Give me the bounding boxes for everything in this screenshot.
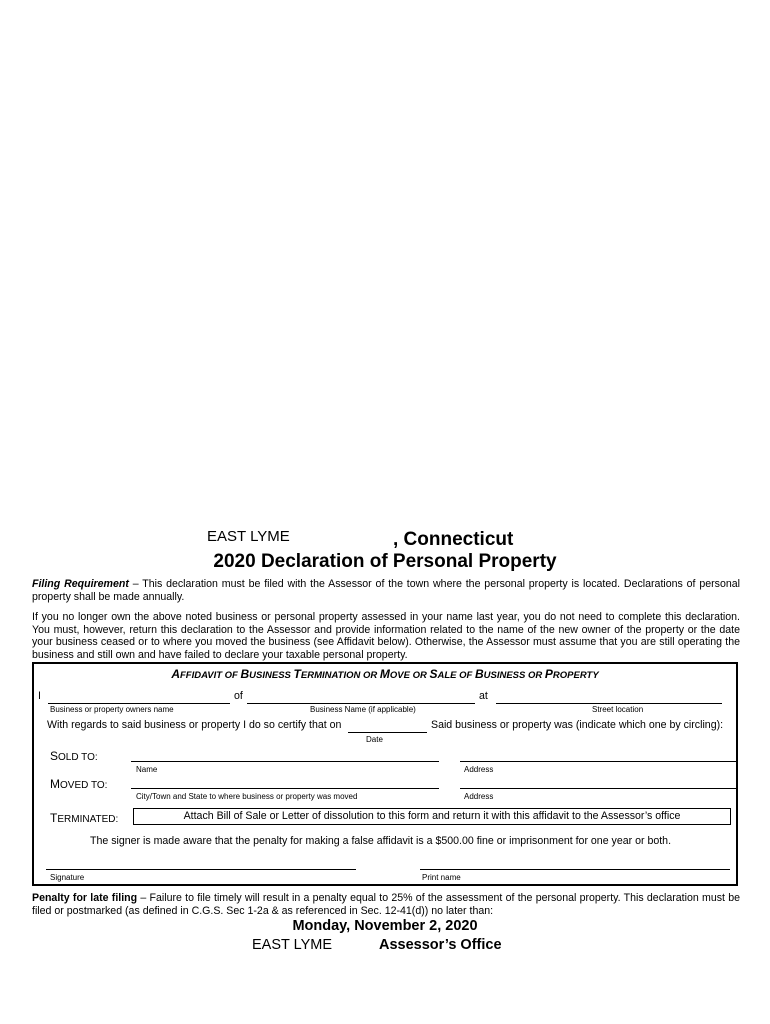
- moved-to-address-field[interactable]: [460, 788, 738, 789]
- false-affidavit-penalty: The signer is made aware that the penalty for making a false affidavit is a $500.00 fine or imprisonment for one year or both.: [90, 835, 672, 847]
- at-label: at: [479, 690, 488, 702]
- owner-name-caption: Business or property owners name: [50, 705, 174, 714]
- business-name-caption: Business Name (if applicable): [310, 705, 416, 714]
- date-field[interactable]: [348, 732, 427, 733]
- i-label: I: [38, 690, 41, 702]
- footer-town: EAST LYME: [252, 937, 333, 953]
- sold-to-name-field[interactable]: [131, 761, 439, 762]
- street-location-caption: Street location: [592, 705, 644, 714]
- signature-field[interactable]: [46, 869, 356, 870]
- filing-requirement-text: – This declaration must be filed with the Assessor of the town where the personal property is located. Declarations of personal property shall be made annually.: [32, 578, 740, 603]
- print-name-field[interactable]: [420, 869, 730, 870]
- of-label: of: [234, 690, 243, 702]
- address-caption: Address: [464, 765, 494, 774]
- address-caption: Address: [464, 792, 494, 801]
- attach-instruction-box: Attach Bill of Sale or Letter of dissolution to this form and return it with this affidavit to the Assessor’s office: [133, 808, 731, 825]
- filing-requirement: [32, 578, 740, 603]
- certify-text: With regards to said business or property I do so certify that on: [47, 719, 342, 731]
- filing-requirement-label: Filing Requirement: [32, 578, 129, 590]
- city-state-caption: City/Town and State to where business or property was moved: [136, 792, 358, 801]
- terminated-label[interactable]: TERMINATED:: [50, 811, 119, 825]
- sold-to-label[interactable]: SOLD TO:: [50, 749, 98, 763]
- page-title: 2020 Declaration of Personal Property: [213, 551, 557, 572]
- assessors-office: Assessor’s Office: [379, 937, 502, 953]
- no-longer-own-paragraph: If you no longer own the above noted business or personal property assessed in your name last year, you do not need to complete this declaration. You must, however, return this declaration to the Assessor and provide information related to the name of the new owner of the property or the date your business ceased or to where you moved the business (see Affidavit below). Otherwise, the Assessor must assume that you are still operating the business and still own and have failed to declare your taxable personal property.: [32, 611, 740, 661]
- town-name: EAST LYME: [207, 528, 290, 545]
- said-business-text: Said business or property was (indicate which one by circling):: [431, 719, 724, 731]
- date-caption: Date: [366, 735, 383, 744]
- print-name-caption: Print name: [422, 873, 461, 882]
- affidavit-title: AFFIDAVIT OF BUSINESS TERMINATION OR MOVE OR SALE OF BUSINESS OR PROPERTY: [171, 667, 599, 681]
- street-location-field[interactable]: [496, 703, 722, 704]
- moved-to-city-field[interactable]: [131, 788, 439, 789]
- late-filing-text: – Failure to file timely will result in a penalty equal to 25% of the assessment of the personal property. This declaration must be filed or postmarked (as defined in C.G.S. Sec 1-2a & as referenced in Sec. 12-41(d)) no later than:: [32, 892, 740, 917]
- name-caption: Name: [136, 765, 158, 774]
- affidavit-box: [32, 662, 738, 886]
- sold-to-address-field[interactable]: [460, 761, 738, 762]
- owner-name-field[interactable]: [48, 703, 230, 704]
- signature-caption: Signature: [50, 873, 85, 882]
- business-name-field[interactable]: [247, 703, 475, 704]
- late-filing-penalty: [32, 892, 740, 917]
- due-date: Monday, November 2, 2020: [292, 918, 478, 934]
- state-name: , Connecticut: [393, 529, 514, 550]
- moved-to-label[interactable]: MOVED TO:: [50, 777, 108, 791]
- late-filing-label: Penalty for late filing: [32, 892, 138, 904]
